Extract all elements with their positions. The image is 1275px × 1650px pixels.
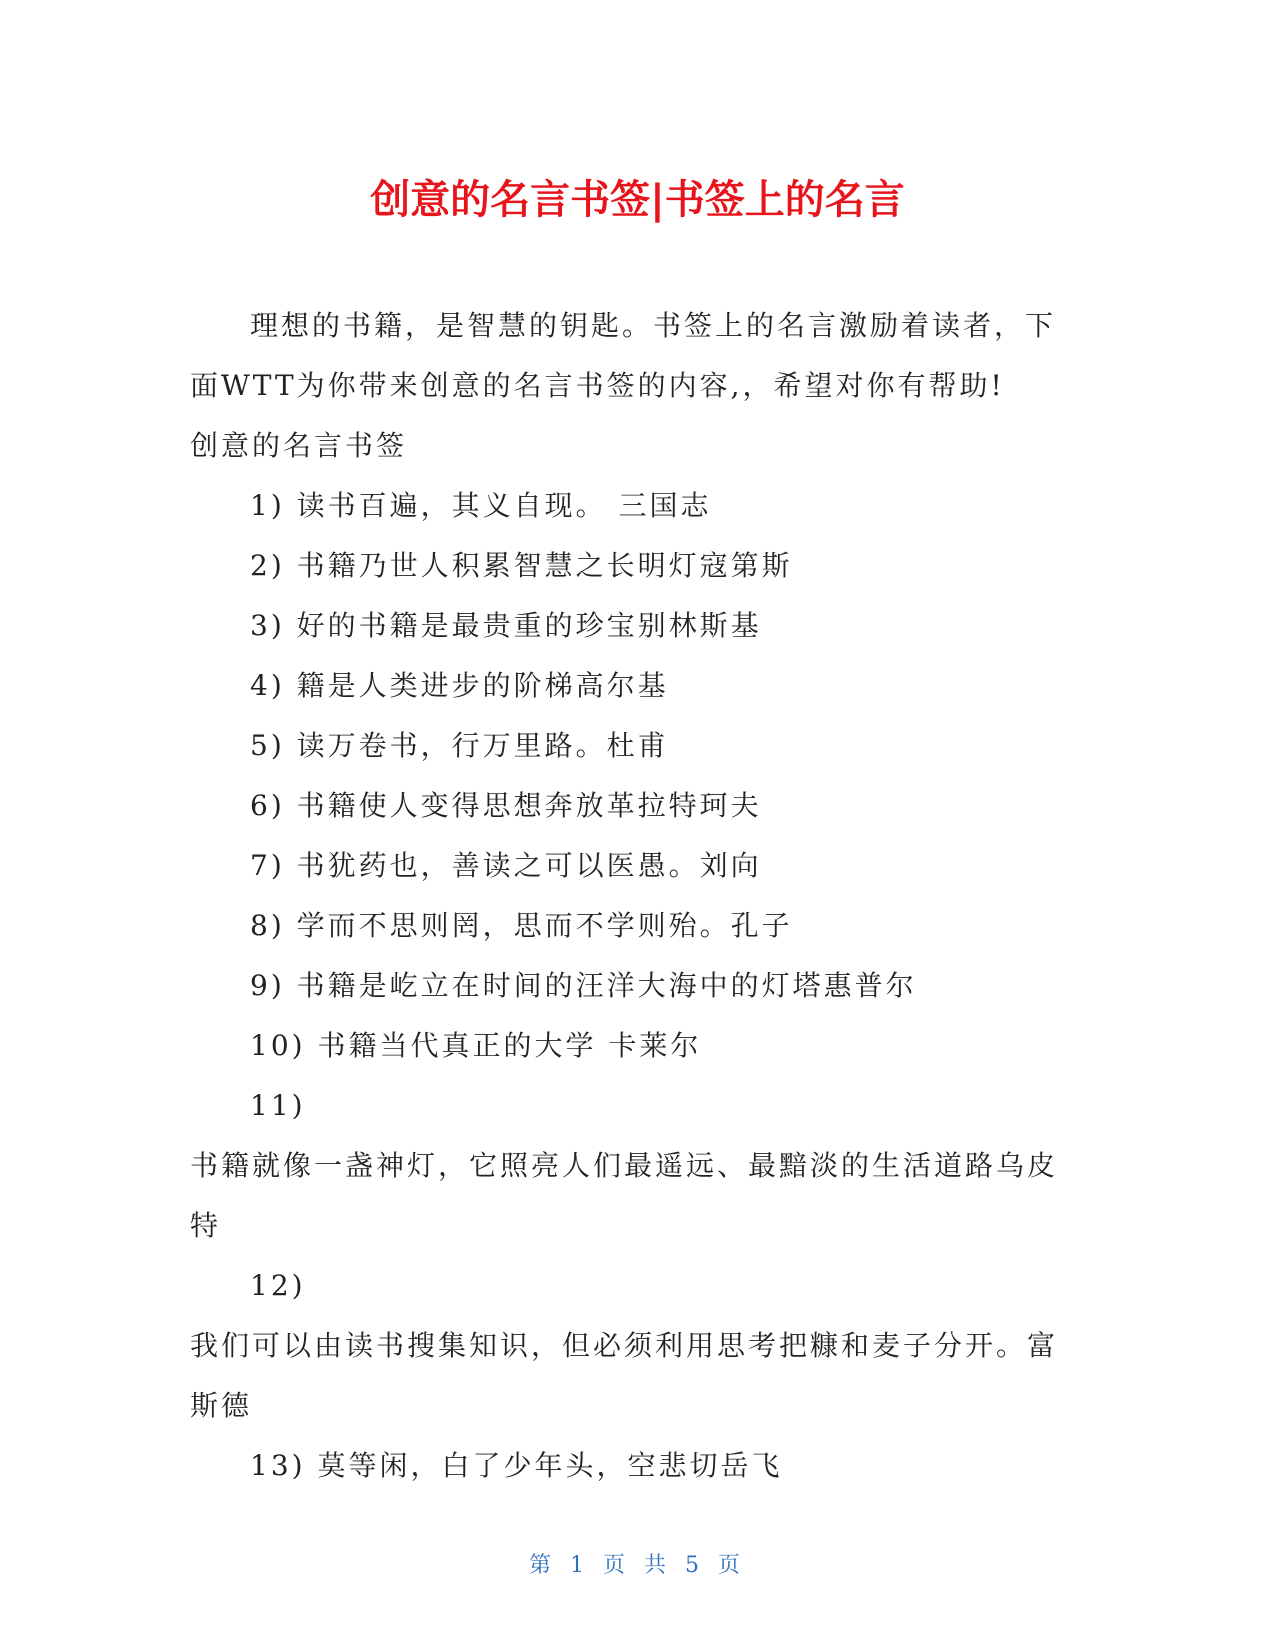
- quote-item: 9) 书籍是屹立在时间的汪洋大海中的灯塔惠普尔: [250, 969, 917, 1002]
- intro-paragraph: 理想的书籍，是智慧的钥匙。书签上的名言激励着读者，下面WTT为你带来创意的名言书签的内容,，希望对你有帮助!: [190, 309, 1057, 402]
- quote-item: 7) 书犹药也，善读之可以医愚。刘向: [250, 849, 762, 882]
- section-heading: 创意的名言书签: [190, 429, 408, 462]
- document-body: [190, 296, 1070, 1496]
- quote-item: 1) 读书百遍，其义自现。 三国志: [250, 489, 712, 522]
- quote-number: 12): [250, 1269, 306, 1302]
- document-title: 创意的名言书签|书签上的名言: [370, 177, 905, 223]
- quote-item: 13) 莫等闲，白了少年头，空悲切岳飞: [250, 1449, 783, 1482]
- quote-item: 6) 书籍使人变得思想奔放革拉特珂夫: [250, 789, 762, 822]
- quote-text: 我们可以由读书搜集知识，但必须利用思考把糠和麦子分开。富斯德: [190, 1329, 1059, 1422]
- quote-item: 4) 籍是人类进步的阶梯高尔基: [250, 669, 669, 702]
- quote-item: 2) 书籍乃世人积累智慧之长明灯寇第斯: [250, 549, 793, 582]
- quote-number: 11): [250, 1089, 306, 1122]
- quote-text: 书籍就像一盏神灯，它照亮人们最遥远、最黯淡的生活道路乌皮特: [190, 1149, 1059, 1242]
- quote-item: 3) 好的书籍是最贵重的珍宝别林斯基: [250, 609, 762, 642]
- quote-item: 10) 书籍当代真正的大学 卡莱尔: [250, 1029, 702, 1062]
- page-number-footer: 第 1 页 共 5 页: [529, 1553, 746, 1578]
- quote-item: 5) 读万卷书，行万里路。杜甫: [250, 729, 669, 762]
- quote-item: 8) 学而不思则罔，思而不学则殆。孔子: [250, 909, 793, 942]
